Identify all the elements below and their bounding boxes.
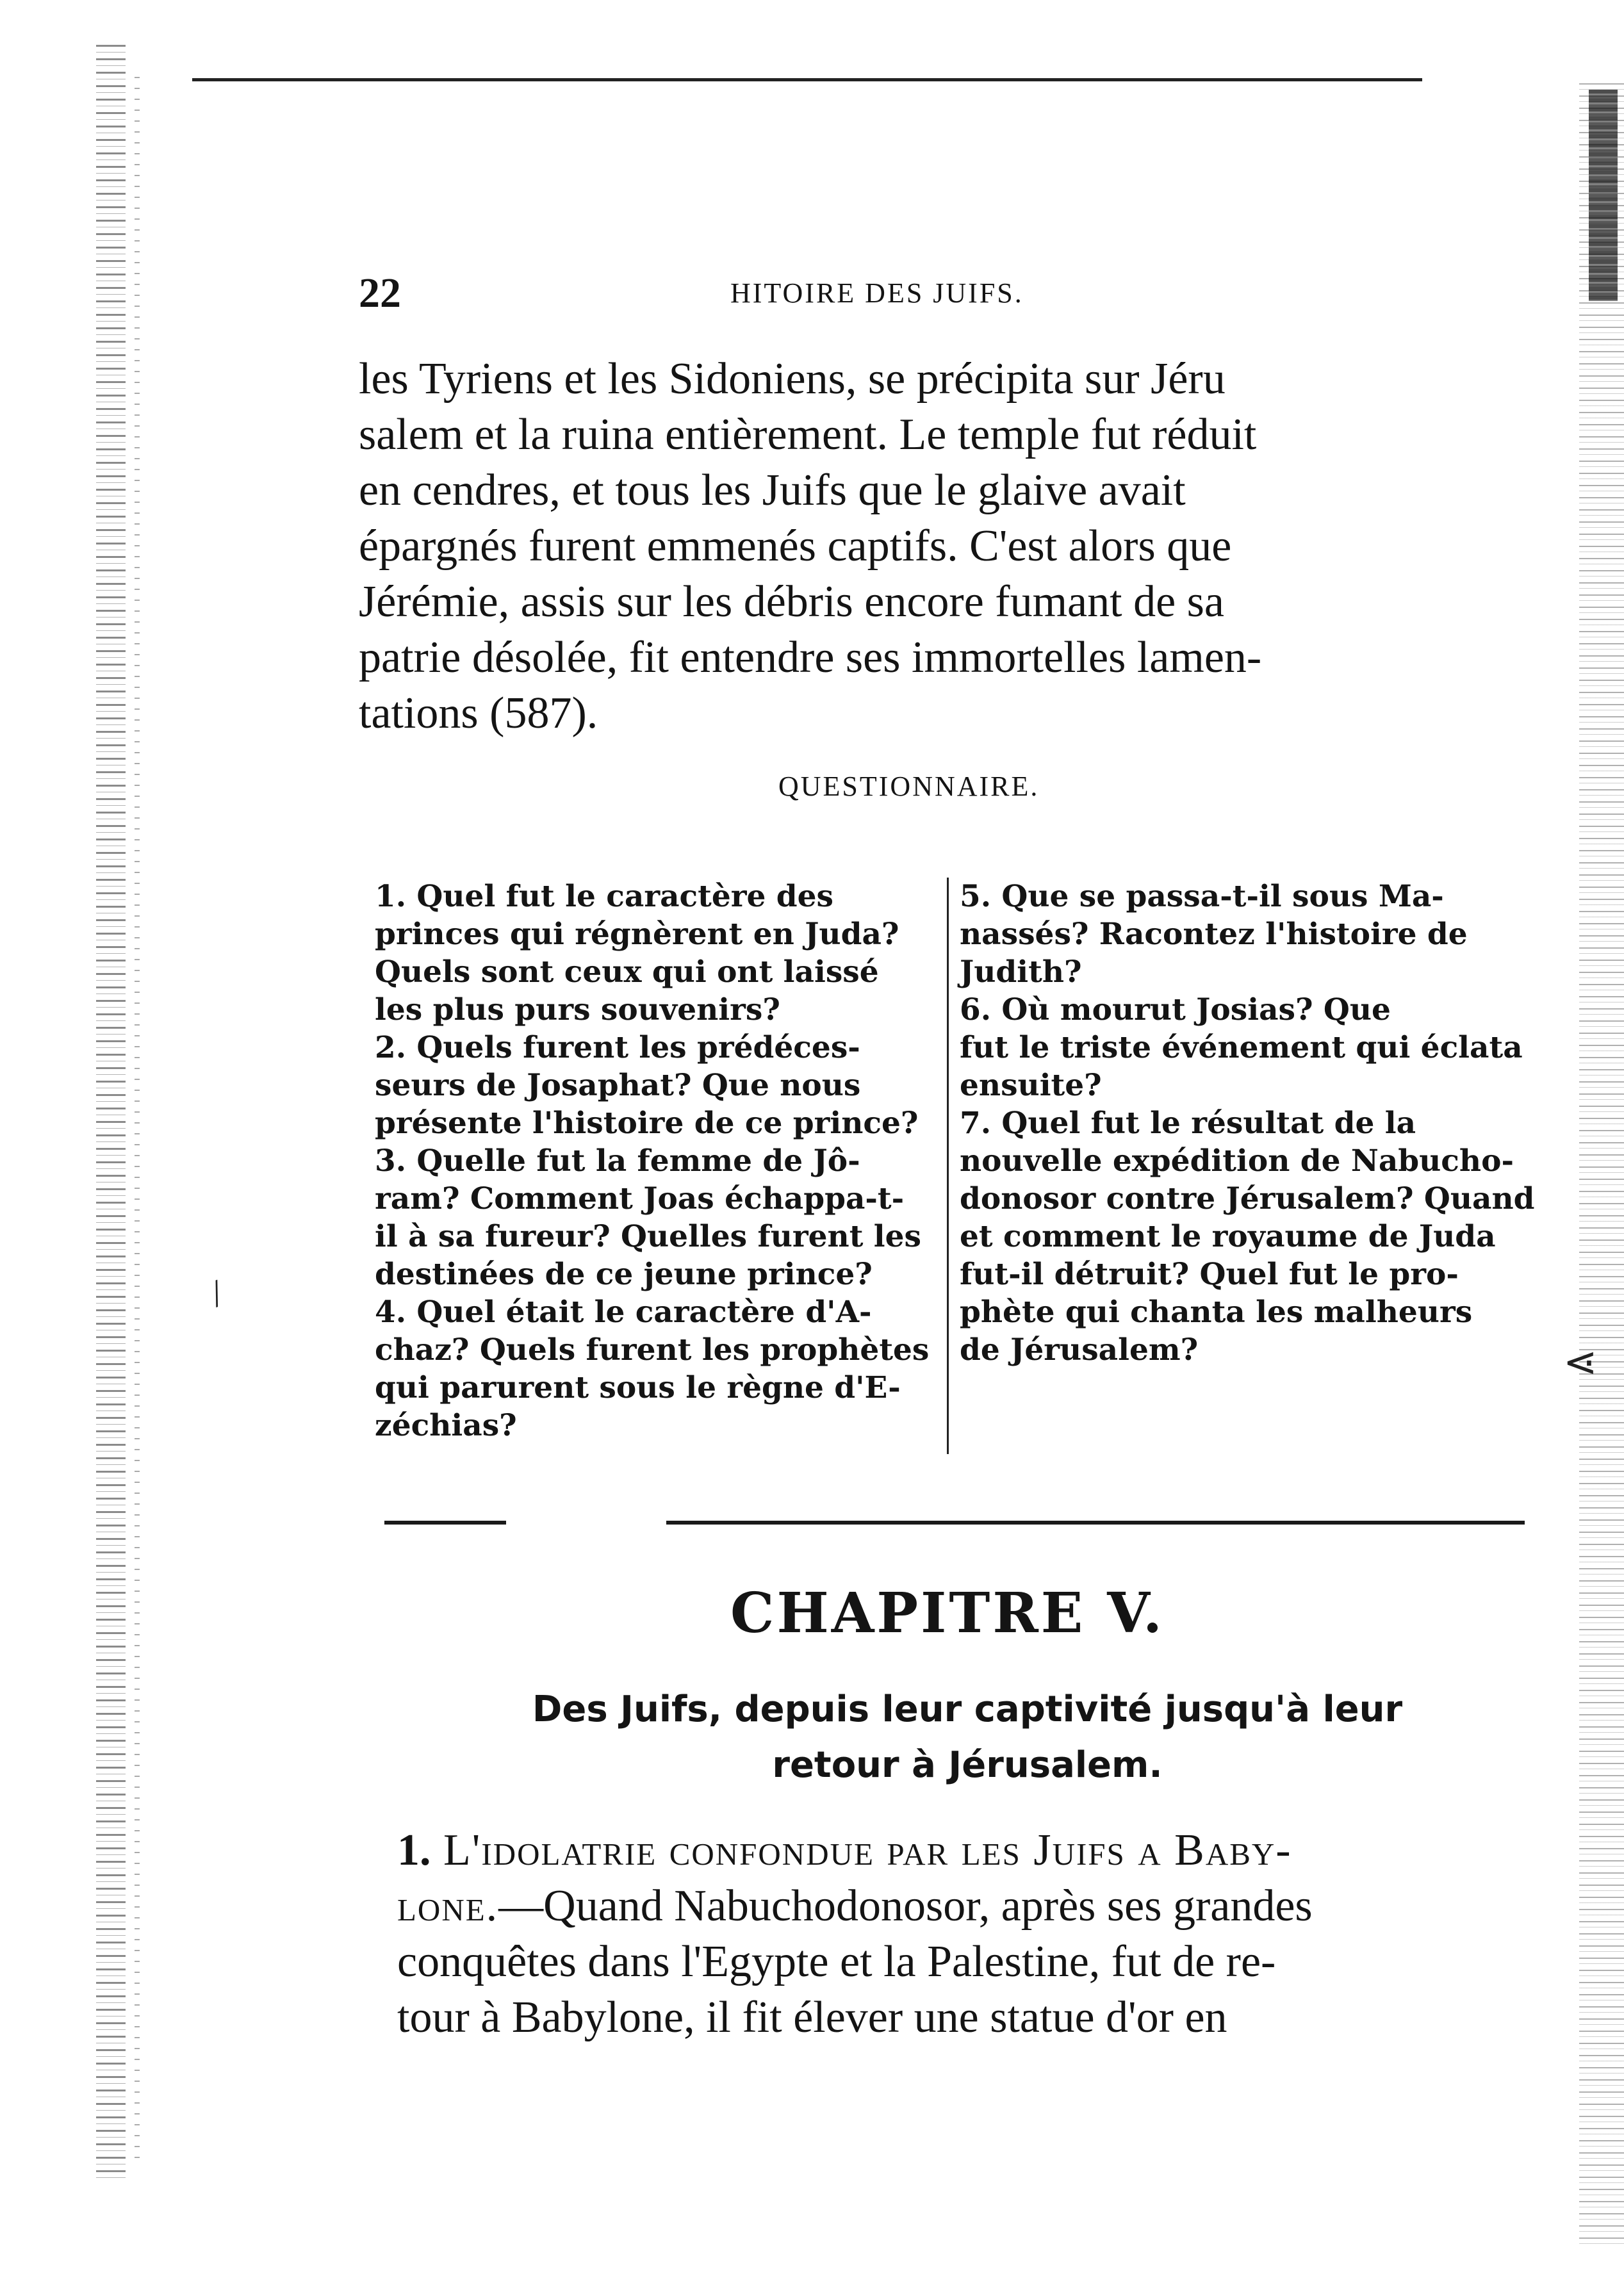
question-line: 2. Quels furent les prédéces- (375, 1030, 860, 1065)
text-line: les Tyriens et les Sidoniens, se précipita sur Jéru (359, 354, 1226, 404)
text-line: tations (587). (359, 689, 598, 738)
chapter-title: CHAPITRE V. (730, 1581, 1165, 1646)
text-line: Jérémie, assis sur les débris encore fumant de sa (359, 577, 1224, 626)
ornament-rule-long (666, 1521, 1525, 1525)
subtitle-line: Des Juifs, depuis leur captivité jusqu'à leur (532, 1689, 1403, 1730)
question-line: nouvelle expédition de Nabucho- (960, 1143, 1514, 1179)
question-line: ram? Comment Joas échappa-t- (375, 1181, 905, 1216)
scanned-page-edge-right (1579, 83, 1624, 2248)
questionnaire-right-column (960, 878, 1535, 1369)
ornament-rule-short (384, 1521, 506, 1525)
question-line: les plus purs souvenirs? (375, 992, 780, 1027)
question-line: chaz? Quels furent les prophètes (375, 1332, 930, 1368)
question-line: 7. Quel fut le résultat de la (960, 1106, 1416, 1141)
question-line: fut-il détruit? Quel fut le pro- (960, 1257, 1459, 1292)
question-line: princes qui régnèrent en Juda? (375, 917, 899, 952)
question-line: et comment le royaume de Juda (960, 1219, 1496, 1254)
margin-mark-flourish: ⋖ (1563, 1339, 1598, 1385)
question-line: 4. Quel était le caractère d'A- (375, 1295, 872, 1330)
margin-mark-slash: / (204, 1272, 229, 1315)
chapter-subtitle (448, 1681, 1486, 1793)
question-line: 3. Quelle fut la femme de Jô- (375, 1143, 860, 1179)
question-line: donosor contre Jérusalem? Quand (960, 1181, 1535, 1216)
text-line: tour à Babylone, il fit élever une statue d'or en (397, 1993, 1227, 2042)
running-title: HITOIRE DES JUIFS. (730, 277, 1024, 309)
question-line: présente l'histoire de ce prince? (375, 1106, 919, 1141)
scanned-binding-edge-left (96, 45, 126, 2178)
question-line: 1. Quel fut le caractère des (375, 879, 834, 914)
top-rule (192, 78, 1422, 81)
text-line (397, 1878, 1525, 1934)
question-line: il à sa fureur? Quelles furent les (375, 1219, 922, 1254)
text-line (397, 1822, 1525, 1878)
section-1-paragraph (397, 1822, 1525, 2045)
questionnaire-heading: QUESTIONNAIRE. (778, 771, 1040, 802)
opening-paragraph (359, 351, 1512, 741)
text-line: en cendres, et tous les Juifs que le glaive avait (359, 466, 1186, 515)
column-divider (947, 878, 949, 1454)
question-line: Quels sont ceux qui ont laissé (375, 954, 879, 990)
section-heading-end: lone. (397, 1881, 499, 1931)
question-line: destinées de ce jeune prince? (375, 1257, 873, 1292)
text-line: salem et la ruina entièrement. Le temple fut réduit (359, 410, 1257, 459)
question-line: 5. Que se passa-t-il sous Ma- (960, 879, 1444, 914)
question-line: qui parurent sous le règne d'E- (375, 1370, 901, 1405)
scanned-page-edge-right-dark (1589, 90, 1618, 301)
text-line: épargnés furent emmenés captifs. C'est alors que (359, 521, 1232, 571)
section-heading: L'idolatrie confondue par les Juifs a Baby- (431, 1826, 1292, 1875)
question-line: de Jérusalem? (960, 1332, 1199, 1368)
question-line: zéchias? (375, 1408, 517, 1443)
question-line: fut le triste événement qui éclata (960, 1030, 1523, 1065)
subtitle-line: retour à Jérusalem. (772, 1744, 1163, 1786)
section-text: —Quand Nabuchodonosor, après ses grandes (498, 1881, 1313, 1931)
question-line: Judith? (960, 954, 1082, 990)
scanned-binding-edge-left-inner (135, 77, 140, 2159)
questionnaire-left-column (375, 878, 939, 1444)
text-line: patrie désolée, fit entendre ses immortelles lamen- (359, 633, 1262, 682)
text-line: conquêtes dans l'Egypte et la Palestine, fut de re- (397, 1937, 1276, 1986)
question-line: ensuite? (960, 1068, 1102, 1103)
question-line: nassés? Racontez l'histoire de (960, 917, 1468, 952)
question-line: seurs de Josaphat? Que nous (375, 1068, 861, 1103)
section-number: 1. (397, 1826, 431, 1875)
page-number: 22 (359, 270, 401, 316)
question-line: phète qui chanta les malheurs (960, 1295, 1473, 1330)
question-line: 6. Où mourut Josias? Que (960, 992, 1391, 1027)
